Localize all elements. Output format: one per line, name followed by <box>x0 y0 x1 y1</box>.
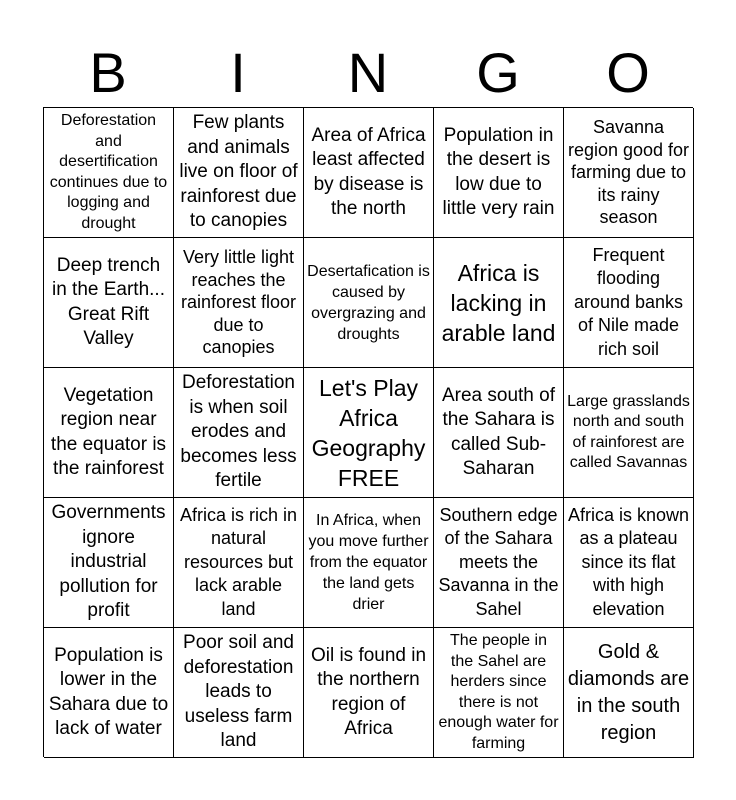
cell-text: Population in the desert is low due to little very rain <box>442 124 555 219</box>
free-space-text: Let's Play Africa Geography FREE <box>311 374 426 491</box>
header-letter-g: G <box>476 41 520 104</box>
bingo-cell[interactable] <box>434 238 564 368</box>
bingo-cell[interactable] <box>174 498 304 628</box>
cell-text: Savanna region good for farming due to its rainy season <box>567 117 690 228</box>
cell-text: Frequent flooding around banks of Nile made rich soil <box>573 244 684 359</box>
cell-text: Deep trench in the Earth... Great Rift Valley <box>51 254 165 349</box>
bingo-cell[interactable] <box>434 498 564 628</box>
cell-text: Desertafication is caused by overgrazing and droughts <box>307 262 430 343</box>
bingo-cell[interactable] <box>44 498 174 628</box>
cell-text: Area of Africa least affected by disease is the north <box>311 124 426 219</box>
cell-text: Oil is found in the northern region of Africa <box>310 644 427 739</box>
bingo-cell[interactable] <box>304 108 434 238</box>
cell-text: Population is lower in the Sahara due to lack of water <box>48 644 169 739</box>
bingo-cell[interactable] <box>44 628 174 758</box>
cell-text: The people in the Sahel are herders since there is not enough water for farming <box>438 632 559 752</box>
bingo-cell[interactable] <box>564 368 694 498</box>
header-letter-b: B <box>89 41 127 104</box>
cell-text: Few plants and animals live on floor of rainforest due to canopies <box>179 112 298 232</box>
cell-text: Very little light reaches the rainforest floor due to canopies <box>180 247 297 358</box>
bingo-cell[interactable] <box>44 238 174 368</box>
bingo-cell[interactable] <box>564 108 694 238</box>
bingo-cell[interactable] <box>304 498 434 628</box>
bingo-header <box>43 38 693 108</box>
bingo-cell[interactable] <box>174 108 304 238</box>
bingo-cell[interactable] <box>434 628 564 758</box>
bingo-grid <box>43 107 693 757</box>
cell-text: Deforestation and desertification continues due to logging and drought <box>49 112 168 232</box>
bingo-cell[interactable] <box>564 238 694 368</box>
bingo-cell[interactable] <box>564 498 694 628</box>
header-letter-i: I <box>230 41 246 104</box>
cell-text: Large grasslands north and south of rainforest are called Savannas <box>567 392 690 471</box>
cell-text: Poor soil and deforestation leads to useless farm land <box>183 632 294 752</box>
bingo-cell[interactable] <box>564 628 694 758</box>
cell-text: In Africa, when you move further from the equator the land gets drier <box>308 512 429 613</box>
cell-text: Africa is lacking in arable land <box>441 259 556 346</box>
header-letter-o: O <box>606 41 650 104</box>
header-letter-n: N <box>347 41 389 104</box>
bingo-cell[interactable] <box>44 108 174 238</box>
cell-text: Africa is known as a plateau since its flat with high elevation <box>567 504 690 619</box>
cell-text: Southern edge of the Sahara meets the Savanna in the Sahel <box>438 504 559 619</box>
cell-text: Governments ignore industrial pollution for profit <box>51 502 166 622</box>
bingo-cell[interactable] <box>44 368 174 498</box>
bingo-cell[interactable] <box>434 108 564 238</box>
bingo-cell[interactable] <box>174 368 304 498</box>
cell-text: Area south of the Sahara is called Sub-Saharan <box>441 384 556 479</box>
cell-text: Vegetation region near the equator is the rainforest <box>50 384 167 479</box>
bingo-cell[interactable] <box>174 628 304 758</box>
cell-text: Deforestation is when soil erodes and becomes less fertile <box>180 372 297 492</box>
cell-text: Gold & diamonds are in the south region <box>567 640 690 744</box>
cell-text: Africa is rich in natural resources but lack arable land <box>179 504 298 619</box>
bingo-cell[interactable] <box>174 238 304 368</box>
free-space[interactable] <box>304 368 434 498</box>
bingo-cell[interactable] <box>304 628 434 758</box>
bingo-cell[interactable] <box>304 238 434 368</box>
bingo-cell[interactable] <box>434 368 564 498</box>
